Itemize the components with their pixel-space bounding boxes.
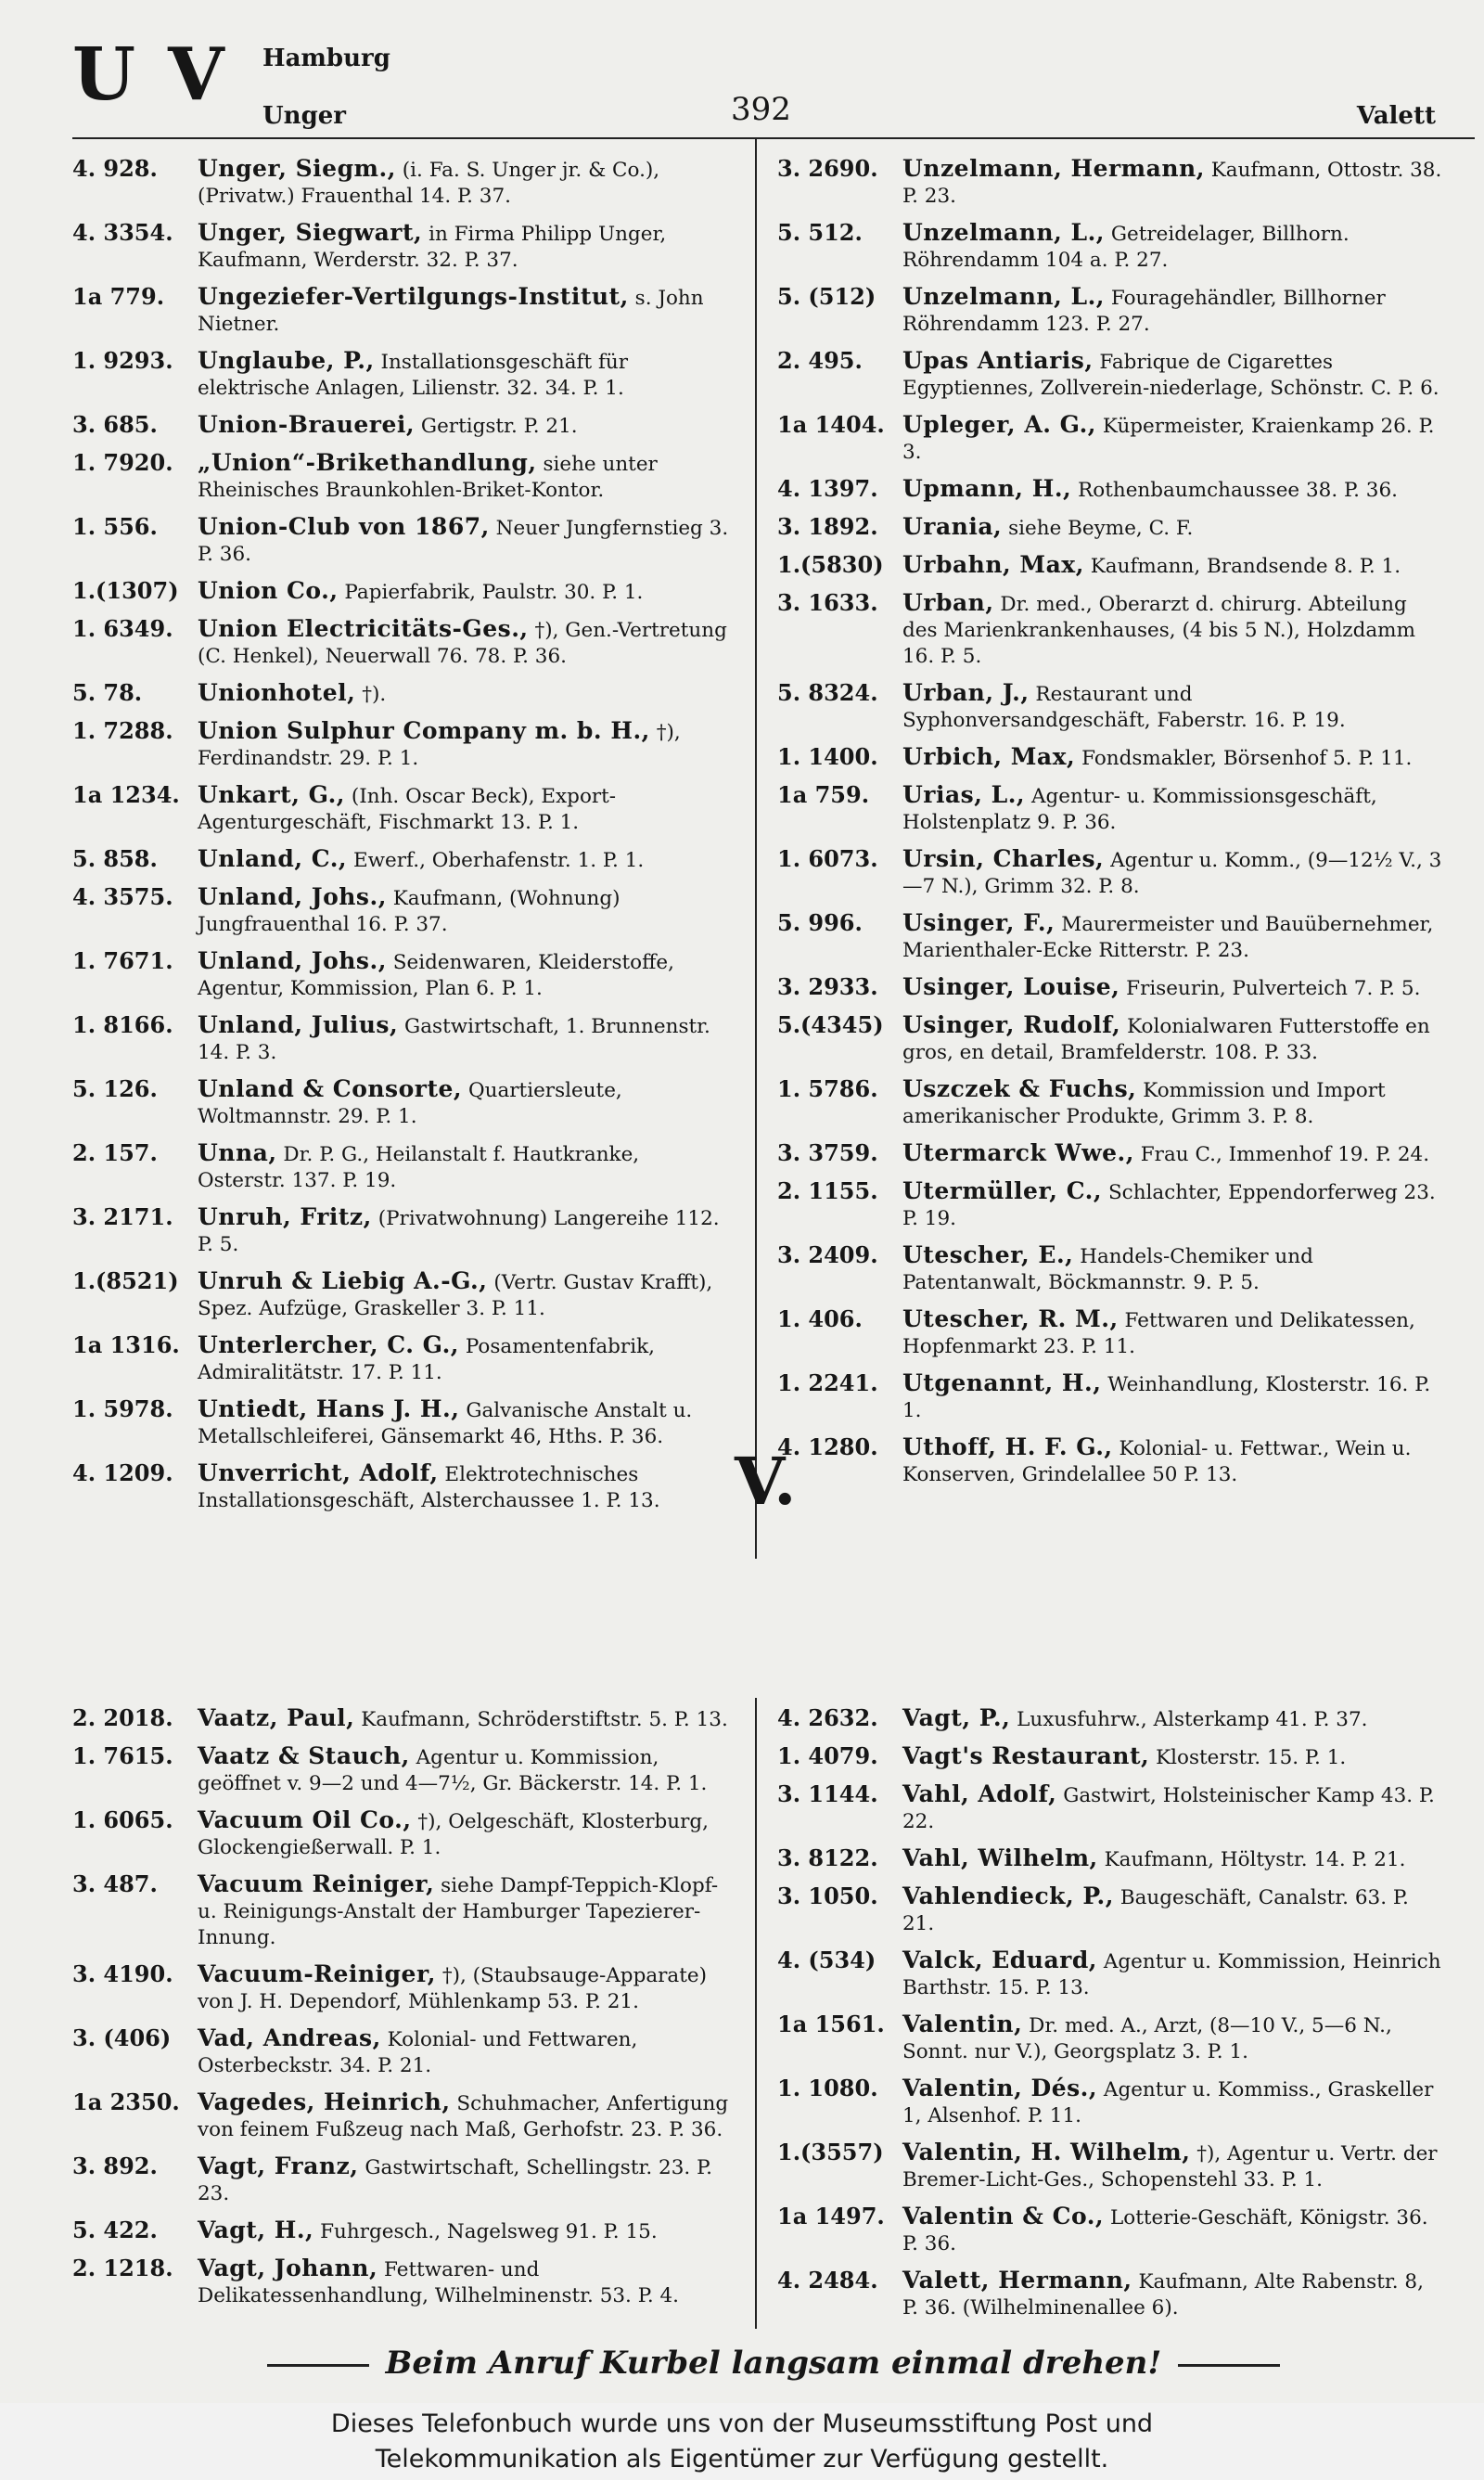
phone-number: 3. 2171. [72,1203,173,1230]
directory-entry [777,1012,1445,1066]
subscriber-name: Untiedt, Hans J. H., [198,1395,460,1422]
subscriber-name: Vahl, Wilhelm, [902,1844,1098,1871]
directory-entry [777,514,1445,542]
subscriber-name: Upmann, H., [902,475,1072,502]
subscriber-name: Vacuum Reiniger, [198,1870,435,1897]
phone-number: 1. 7920. [72,449,173,476]
subscriber-name: Unglaube, P., [198,347,375,374]
subscriber-details: Fuhrgesch., Nagelsweg 91. P. 15. [320,2220,658,2243]
city-name: Hamburg [262,45,390,72]
subscriber-details: Kommission und Import amerikanischer Produkte, Grimm 3. P. 8. [902,1079,1386,1128]
phone-number: 4. 1397. [777,475,878,502]
phone-number: 4. (534) [777,1947,876,1973]
directory-entry [777,2075,1445,2129]
directory-entry [72,680,733,708]
subscriber-details: Installationsgeschäft für elektrische Anlagen, Lilienstr. 32. 34. P. 1. [198,351,629,400]
phone-number: 1. 2241. [777,1369,878,1396]
phone-number: 3. 3759. [777,1139,878,1166]
phone-number: 2. 1218. [72,2255,173,2281]
directory-entry [72,1705,733,1733]
subscriber-name: Utermarck Wwe., [902,1139,1134,1166]
subscriber-name: Vagt, P., [902,1704,1011,1731]
directory-entry [72,616,733,670]
phone-number: 1. 6349. [72,615,173,642]
subscriber-name: Usinger, Louise, [902,973,1120,1000]
phone-number: 1a 1316. [72,1331,180,1358]
phone-number: 1a 759. [777,781,870,808]
subscriber-name: Vahlendieck, P., [902,1882,1114,1909]
directory-entry [72,1961,733,2015]
subscriber-name: Utescher, E., [902,1241,1074,1268]
directory-entry [777,476,1445,504]
subscriber-details: (i. Fa. S. Unger jr. & Co.), (Privatw.) Frauenthal 14. P. 37. [198,159,660,208]
directory-entry [777,1306,1445,1360]
subscriber-name: Vagt, H., [198,2217,314,2243]
column-divider-bottom [755,1698,757,2329]
phone-number: 1a 779. [72,283,165,310]
subscriber-details: Rothenbaumchaussee 38. P. 36. [1078,479,1398,502]
directory-entry [72,1743,733,1797]
directory-entry [777,910,1445,964]
phone-number: 3. 8122. [777,1844,878,1871]
subscriber-details: Küpermeister, Kraienkamp 26. P. 3. [902,415,1435,464]
subscriber-details: Gastwirtschaft, Schellingstr. 23. P. 23. [198,2156,713,2205]
subscriber-details: Weinhandlung, Klosterstr. 16. P. 1. [902,1373,1431,1422]
subscriber-name: Union Co., [198,577,339,604]
left-column-v [72,1705,733,2319]
subscriber-name: Valentin, [902,2011,1023,2037]
subscriber-details: (Vertr. Gustav Krafft), Spez. Aufzüge, Graskeller 3. P. 11. [198,1271,713,1320]
subscriber-name: Utgenannt, H., [902,1369,1102,1396]
subscriber-name: Valett, Hermann, [902,2267,1132,2294]
subscriber-details: †), (Staubsauge-Apparate) von J. H. Dependorf, Mühlenkamp 53. P. 21. [198,1964,708,2013]
directory-entry [72,1076,733,1130]
directory-entry [777,156,1445,210]
phone-number: 5. 78. [72,679,143,706]
directory-entry [777,974,1445,1002]
phone-number: 1. 406. [777,1305,863,1332]
directory-entry [777,846,1445,900]
subscriber-details: Fettwaren und Delikatessen, Hopfenmarkt 23. P. 11. [902,1309,1415,1358]
subscriber-details: Ewerf., Oberhafenstr. 1. P. 1. [352,849,645,872]
phone-number: 3. 1050. [777,1882,878,1909]
directory-entry [72,348,733,402]
subscriber-details: †), Ferdinandstr. 29. P. 1. [198,721,681,770]
subscriber-name: Urbich, Max, [902,743,1076,770]
right-column-v [777,1705,1445,2332]
subscriber-details: Kaufmann, (Wohnung) Jungfrauenthal 16. P. 37. [198,887,620,936]
subscriber-name: Vagt, Johann, [198,2255,378,2281]
phone-number: 1. 1080. [777,2075,878,2101]
subscriber-name: Urania, [902,513,1003,540]
phone-number: 3. 4190. [72,1960,173,1987]
subscriber-name: Unverricht, Adolf, [198,1459,439,1486]
phone-number: 1.(5830) [777,551,884,578]
directory-entry [777,348,1445,402]
directory-entry [72,948,733,1002]
subscriber-name: Vahl, Adolf, [902,1780,1057,1807]
subscriber-name: Upleger, A. G., [902,411,1097,438]
subscriber-name: Unzelmann, L., [902,283,1105,310]
subscriber-details: Galvanische Anstalt u. Metallschleiferei, Gänsemarkt 46, Hths. P. 36. [198,1399,693,1448]
slogan-dash-right [1178,2364,1280,2367]
phone-number: 5. 8324. [777,679,878,706]
subscriber-name: Unland, C., [198,845,348,872]
phone-number: 5. 422. [72,2217,158,2243]
directory-entry [777,552,1445,580]
phone-number: 5.(4345) [777,1011,884,1038]
phone-number: 1. 9293. [72,347,173,374]
subscriber-details: (Privatwohnung) Langereihe 112. P. 5. [198,1207,720,1256]
phone-number: 4. 1209. [72,1459,173,1486]
subscriber-details: Schlachter, Eppendorferweg 23. P. 19. [902,1181,1436,1230]
phone-number: 2. 1155. [777,1177,878,1204]
directory-entry [72,2217,733,2245]
subscriber-name: Vaatz & Stauch, [198,1742,410,1769]
phone-number: 1a 1497. [777,2203,885,2229]
directory-entry [777,680,1445,734]
subscriber-name: Vacuum-Reiniger, [198,1960,436,1987]
directory-entry [72,412,733,440]
directory-entry [777,1705,1445,1733]
phone-number: 1. 7671. [72,947,173,974]
subscriber-details: Baugeschäft, Canalstr. 63. P. 21. [902,1886,1409,1935]
subscriber-name: Utescher, R. M., [902,1305,1119,1332]
subscriber-name: Unland, Julius, [198,1011,399,1038]
subscriber-name: Vacuum Oil Co., [198,1806,412,1833]
directory-entry [72,514,733,568]
subscriber-name: Valentin & Co., [902,2203,1105,2229]
subscriber-name: „Union“-Brikethandlung, [198,449,537,476]
subscriber-name: Urias, L., [902,781,1026,808]
phone-number: 1a 1234. [72,781,180,808]
phone-number: 4. 928. [72,155,158,182]
directory-entry [777,1076,1445,1130]
subscriber-details: (Inh. Oscar Beck), Export-Agenturgeschäft, Fischmarkt 13. P. 1. [198,785,617,834]
directory-entry [72,782,733,836]
subscriber-name: Unzelmann, L., [902,219,1105,246]
directory-entry [777,1845,1445,1873]
subscriber-details: †), Gen.-Vertretung (C. Henkel), Neuerwall 76. 78. P. 36. [198,619,727,668]
subscriber-details: Lotterie-Geschäft, Königstr. 36. P. 36. [902,2206,1428,2255]
phone-number: 1.(1307) [72,577,179,604]
phone-number: 1. 5978. [72,1395,173,1422]
subscriber-details: Klosterstr. 15. P. 1. [1156,1746,1347,1769]
phone-number: 1. 7288. [72,717,173,744]
subscriber-details: Quartiersleute, Woltmannstr. 29. P. 1. [198,1079,622,1128]
directory-entry [777,1242,1445,1296]
directory-entry [72,2025,733,2079]
phone-number: 3. 2933. [777,973,878,1000]
subscriber-name: Valentin, H. Wilhelm, [902,2139,1191,2165]
subscriber-details: Agentur u. Kommission, geöffnet v. 9—2 und 4—7½, Gr. Bäckerstr. 14. P. 1. [198,1746,708,1795]
phone-number: 3. 1633. [777,589,878,616]
phone-number: 4. 3575. [72,883,173,910]
subscriber-details: Agentur- u. Kommissionsgeschäft, Holstenplatz 9. P. 36. [902,785,1377,834]
directory-entry [777,1370,1445,1424]
phone-number: 1. 556. [72,513,158,540]
phone-number: 3. 892. [72,2152,158,2179]
subscriber-name: Unland, Johs., [198,947,387,974]
directory-entry [777,1140,1445,1168]
subscriber-name: Union Sulphur Company m. b. H., [198,717,650,744]
slogan-dash-left [267,2364,369,2367]
phone-number: 4. 1280. [777,1433,878,1460]
subscriber-details: Elektrotechnisches Installationsgeschäft, Alsterchaussee 1. P. 13. [198,1463,660,1512]
ownership-caption [0,2403,1484,2480]
right-column-u [777,156,1445,1498]
subscriber-name: Vagedes, Heinrich, [198,2088,451,2115]
subscriber-name: Upas Antiaris, [902,347,1094,374]
subscriber-name: Usinger, F., [902,909,1055,936]
phone-number: 1.(8521) [72,1267,179,1294]
phone-number: 1.(3557) [777,2139,884,2165]
directory-entry [777,284,1445,338]
subscriber-name: Union Electricitäts-Ges., [198,615,529,642]
subscriber-details: Agentur u. Kommission, Heinrich Barthstr. 15. P. 13. [902,1950,1441,1999]
subscriber-name: Uszczek & Fuchs, [902,1075,1137,1102]
directory-entry [777,782,1445,836]
phone-number: 3. 1892. [777,513,878,540]
subscriber-details: Dr. med. A., Arzt, (8—10 V., 5—6 N., Sonnt. nur V.), Georgsplatz 3. P. 1. [902,2014,1392,2063]
phone-number: 1a 1404. [777,411,885,438]
subscriber-details: Kaufmann, Höltystr. 14. P. 21. [1104,1848,1406,1871]
subscriber-details: Kaufmann, Brandsende 8. P. 1. [1090,555,1401,578]
phone-number: 1. 5786. [777,1075,878,1102]
directory-entry [777,220,1445,274]
phone-number: 4. 2484. [777,2267,878,2294]
phone-number: 3. 685. [72,411,158,438]
phone-number: 3. 487. [72,1870,158,1897]
subscriber-name: Urban, [902,589,994,616]
subscriber-name: Unger, Siegwart, [198,219,423,246]
subscriber-name: Usinger, Rudolf, [902,1011,1121,1038]
subscriber-details: Frau C., Immenhof 19. P. 24. [1140,1143,1430,1166]
subscriber-name: Unkart, G., [198,781,345,808]
subscriber-name: Valentin, Dés., [902,2075,1098,2101]
phone-number: 1. 1400. [777,743,878,770]
subscriber-details: Maurermeister und Bauübernehmer, Marienthaler-Ecke Ritterstr. P. 23. [902,913,1434,962]
header-rule [72,137,1475,139]
subscriber-details: siehe Dampf-Teppich-Klopf- u. Reinigungs-Anstalt der Hamburger Tapezierer-Innung. [198,1874,719,1949]
section-letters: U V [72,32,228,117]
directory-entry [72,1268,733,1322]
directory-entry [72,2089,733,2143]
phone-number: 1a 1561. [777,2011,885,2037]
subscriber-details: Friseurin, Pulverteich 7. P. 5. [1126,977,1421,1000]
directory-entry [72,1204,733,1258]
subscriber-details: Fondsmakler, Börsenhof 5. P. 11. [1081,747,1413,770]
subscriber-details: Posamentenfabrik, Admiralitätstr. 17. P. 11. [198,1335,655,1384]
subscriber-details: s. John Nietner. [198,287,704,336]
phone-number: 1. 6073. [777,845,878,872]
subscriber-details: Dr. P. G., Heilanstalt f. Hautkranke, Osterstr. 137. P. 19. [198,1143,640,1192]
section-heading-v: V. [735,1443,797,1520]
phone-number: 1a 2350. [72,2088,180,2115]
phone-number: 3. 2409. [777,1241,878,1268]
subscriber-details: Papierfabrik, Paulstr. 30. P. 1. [344,581,644,604]
subscriber-details: siehe unter Rheinisches Braunkohlen-Briket-Kontor. [198,453,658,502]
directory-entry [777,744,1445,772]
subscriber-name: Unger, Siegm., [198,155,396,182]
directory-entry [777,2268,1445,2321]
phone-number: 1. 6065. [72,1806,173,1833]
directory-entry [72,2153,733,2207]
subscriber-name: Unland, Johs., [198,883,387,910]
phone-number: 5. 996. [777,909,863,936]
page-number: 392 [731,91,791,128]
subscriber-details: Restaurant und Syphonversandgeschäft, Faberstr. 16. P. 19. [902,683,1346,732]
subscriber-name: Vaatz, Paul, [198,1704,355,1731]
phone-number: 2. 157. [72,1139,158,1166]
subscriber-name: Ursin, Charles, [902,845,1105,872]
subscriber-details: Gastwirt, Holsteinischer Kamp 43. P. 22. [902,1784,1435,1833]
directory-entry [777,1178,1445,1232]
directory-entry [72,578,733,606]
phone-number: 5. 858. [72,845,158,872]
directory-entry [72,220,733,274]
subscriber-details: Kolonial- und Fettwaren, Osterbeckstr. 34. P. 21. [198,2028,638,2077]
footer-slogan [72,2345,1475,2382]
subscriber-details: Kaufmann, Alte Rabenstr. 8, P. 36. (Wilhelminenallee 6). [902,2270,1424,2319]
directory-entry [72,284,733,338]
phone-number: 3. 1144. [777,1780,878,1807]
subscriber-details: Agentur u. Kommiss., Graskeller 1, Alsenhof. P. 11. [902,2078,1434,2127]
subscriber-details: †), Agentur u. Vertr. der Bremer-Licht-Ges., Schopenstehl 33. P. 1. [902,2142,1438,2191]
subscriber-details: †). [362,683,387,706]
last-entry-word: Valett [1356,102,1436,130]
subscriber-name: Unterlercher, C. G., [198,1331,459,1358]
phone-number: 3. (406) [72,2024,172,2051]
subscriber-name: Vagt's Restaurant, [902,1742,1150,1769]
directory-entry [777,412,1445,466]
phone-number: 5. 512. [777,219,863,246]
directory-entry [777,2011,1445,2065]
directory-entry [72,1807,733,1861]
subscriber-name: Vad, Andreas, [198,2024,381,2051]
subscriber-name: Unna, [198,1139,277,1166]
phone-number: 1. 7615. [72,1742,173,1769]
subscriber-details: Luxusfuhrw., Alsterkamp 41. P. 37. [1017,1708,1368,1731]
directory-entry [72,884,733,938]
page-header [72,32,1473,132]
directory-entry [777,2204,1445,2257]
directory-entry [777,1883,1445,1937]
phone-number: 2. 495. [777,347,863,374]
subscriber-name: Union-Brauerei, [198,411,416,438]
directory-entry [72,1460,733,1514]
directory-entry [72,1012,733,1066]
directory-entry [72,2255,733,2309]
column-divider-top [755,139,757,1559]
subscriber-name: Vagt, Franz, [198,2152,359,2179]
subscriber-name: Unland & Consorte, [198,1075,463,1102]
directory-entry [777,590,1445,670]
subscriber-name: Urban, J., [902,679,1030,706]
subscriber-details: Gertigstr. P. 21. [420,415,578,438]
directory-entry [72,718,733,772]
caption-line-2: Telekommunikation als Eigentümer zur Verfügung gestellt. [375,2445,1109,2474]
subscriber-details: Getreidelager, Billhorn. Röhrendamm 104 a. P. 27. [902,223,1350,272]
first-entry-word: Unger [262,102,346,130]
subscriber-details: Gastwirtschaft, 1. Brunnenstr. 14. P. 3. [198,1015,710,1064]
subscriber-name: Valck, Eduard, [902,1947,1098,1973]
slogan-text: Beim Anruf Kurbel langsam einmal drehen! [385,2345,1162,2382]
subscriber-details: Neuer Jungfernstieg 3. P. 36. [198,517,729,566]
directory-entry [72,1396,733,1450]
phone-number: 1. 8166. [72,1011,173,1038]
phone-number: 5. 126. [72,1075,158,1102]
subscriber-name: Unruh & Liebig A.-G., [198,1267,488,1294]
subscriber-details: Fabrique de Cigarettes Egyptiennes, Zollverein-niederlage, Schönstr. C. P. 6. [902,351,1439,400]
subscriber-name: Urbahn, Max, [902,551,1084,578]
subscriber-details: Kolonial- u. Fettwar., Wein u. Konserven, Grindelallee 50 P. 13. [902,1437,1412,1486]
phone-number: 4. 2632. [777,1704,878,1731]
subscriber-details: Handels-Chemiker und Patentanwalt, Böckmannstr. 9. P. 5. [902,1245,1313,1294]
directory-entry [777,1434,1445,1488]
directory-entry [72,156,733,210]
subscriber-details: Kolonialwaren Futterstoffe en gros, en detail, Bramfelderstr. 108. P. 33. [902,1015,1430,1064]
left-column-u [72,156,733,1524]
subscriber-name: Utermüller, C., [902,1177,1103,1204]
directory-entry [777,1947,1445,2001]
subscriber-details: Fouragehändler, Billhorner Röhrendamm 123. P. 27. [902,287,1386,336]
phone-number: 2. 2018. [72,1704,173,1731]
phone-number: 3. 2690. [777,155,878,182]
subscriber-details: Kaufmann, Schröderstiftstr. 5. P. 13. [361,1708,728,1731]
subscriber-details: †), Oelgeschäft, Klosterburg, Glockengießerwall. P. 1. [198,1810,709,1859]
directory-entry [72,1871,733,1951]
subscriber-name: Unzelmann, Hermann, [902,155,1205,182]
subscriber-details: Fettwaren- und Delikatessenhandlung, Wilhelminenstr. 53. P. 4. [198,2258,680,2307]
directory-entry [72,846,733,874]
caption-line-1: Dieses Telefonbuch wurde uns von der Museumsstiftung Post und [330,2409,1154,2438]
phone-number: 1. 4079. [777,1742,878,1769]
phone-number: 5. (512) [777,283,876,310]
subscriber-name: Unionhotel, [198,679,356,706]
directory-entry [72,1332,733,1386]
subscriber-details: in Firma Philipp Unger, Kaufmann, Werderstr. 32. P. 37. [198,223,667,272]
directory-entry [777,1781,1445,1835]
subscriber-details: siehe Beyme, C. F. [1008,517,1194,540]
subscriber-details: Agentur u. Komm., (9—12½ V., 3—7 N.), Grimm 32. P. 8. [902,849,1442,898]
subscriber-details: Schuhmacher, Anfertigung von feinem Fußzeug nach Maß, Gerhofstr. 23. P. 36. [198,2092,729,2141]
phone-number: 4. 3354. [72,219,173,246]
directory-entry [72,450,733,504]
subscriber-name: Union-Club von 1867, [198,513,490,540]
subscriber-details: Dr. med., Oberarzt d. chirurg. Abteilung des Marienkrankenhauses, (4 bis 5 N.), Holzdamm 16. P. 5. [902,593,1415,668]
directory-entry [777,1743,1445,1771]
subscriber-details: Seidenwaren, Kleiderstoffe, Agentur, Kommission, Plan 6. P. 1. [198,951,674,1000]
subscriber-name: Unruh, Fritz, [198,1203,372,1230]
subscriber-details: Kaufmann, Ottostr. 38. P. 23. [902,159,1442,208]
directory-entry [72,1140,733,1194]
directory-entry [777,2139,1445,2193]
subscriber-name: Uthoff, H. F. G., [902,1433,1113,1460]
subscriber-name: Ungeziefer-Vertilgungs-Institut, [198,283,629,310]
